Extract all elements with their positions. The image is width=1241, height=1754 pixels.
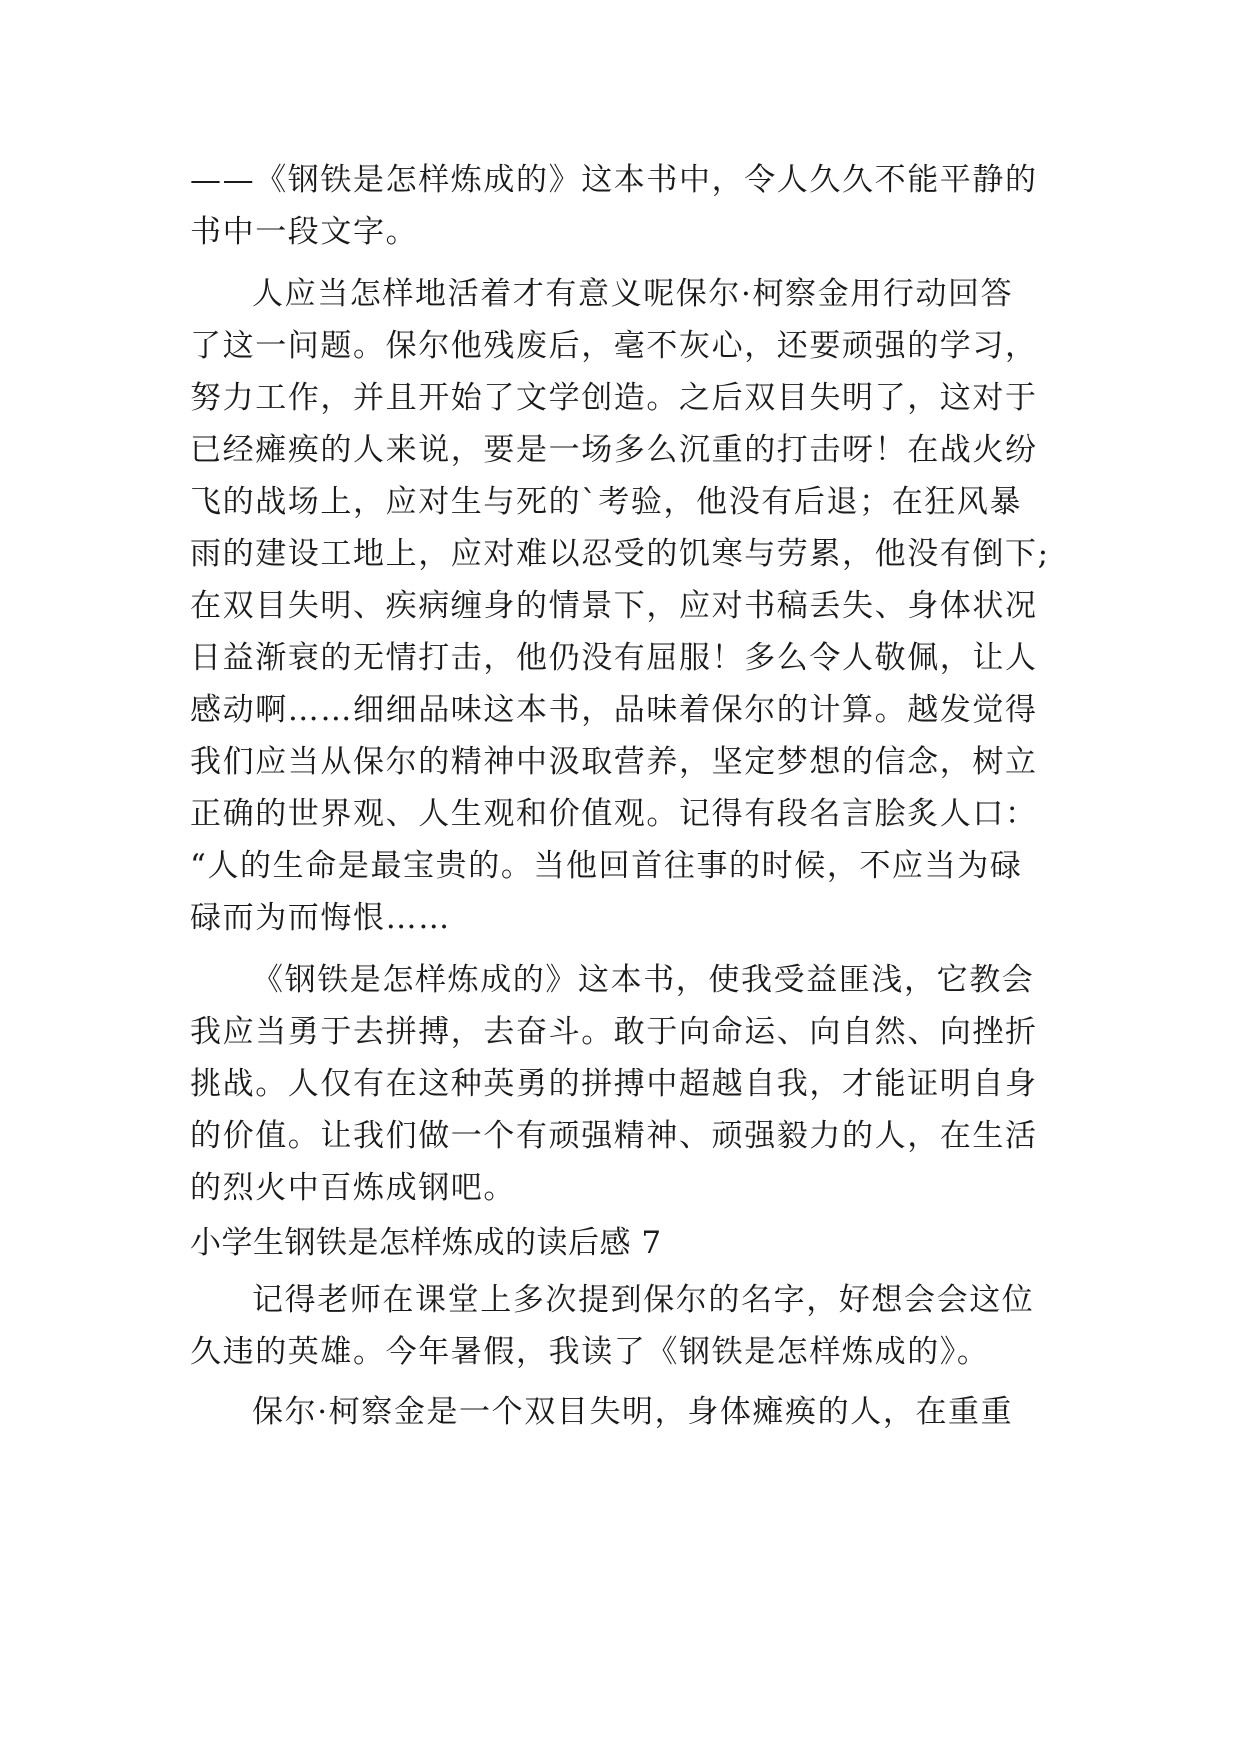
text-line: 正确的世界观、人生观和价值观。记得有段名言脍炙人口： [190,796,1038,832]
text-line: 了这一问题。保尔他残废后，毫不灰心，还要顽强的学习， [190,328,1038,364]
text-line: 的价值。让我们做一个有顽强精神、顽强毅力的人，在生活 [190,1118,1038,1154]
paragraph-first-line: 《钢铁是怎样炼成的》这本书，使我受益匪浅，它教会 [252,962,1035,998]
text-line: 碌而为而悔恨…… [190,900,451,936]
text-line: 飞的战场上，应对生与死的`考验，他没有后退；在狂风暴 [190,484,1023,520]
paragraph-first-line: 记得老师在课堂上多次提到保尔的名字，好想会会这位 [252,1282,1035,1318]
paragraph-first-line: 人应当怎样地活着才有意义呢保尔·柯察金用行动回答 [252,276,1014,312]
text-line: 已经瘫痪的人来说，要是一场多么沉重的打击呀！在战火纷 [190,432,1038,468]
text-line: 雨的建设工地上，应对难以忍受的饥寒与劳累，他没有倒下; [190,536,1050,572]
text-line: “人的生命是最宝贵的。当他回首往事的时候，不应当为碌 [190,848,1023,884]
text-line: 久违的英雄。今年暑假，我读了《钢铁是怎样炼成的》。 [190,1334,990,1370]
text-line: 书中一段文字。 [190,214,419,250]
text-line: 我应当勇于去拼搏，去奋斗。敢于向命运、向自然、向挫折 [190,1014,1038,1050]
text-line: 的烈火中百炼成钢吧。 [190,1170,516,1206]
text-line: 感动啊……细细品味这本书，品味着保尔的计算。越发觉得 [190,692,1038,728]
text-line: 在双目失明、疾病缠身的情景下，应对书稿丢失、身体状况 [190,588,1038,624]
text-line: ——《钢铁是怎样炼成的》这本书中，令人久久不能平静的 [190,162,1038,198]
text-line: 日益渐衰的无情打击，他仍没有屈服！多么令人敬佩，让人 [190,640,1038,676]
text-line: 挑战。人仅有在这种英勇的拼搏中超越自我，才能证明自身 [190,1066,1038,1102]
text-line: 努力工作，并且开始了文学创造。之后双目失明了，这对于 [190,380,1038,416]
section-heading: 小学生钢铁是怎样炼成的读后感 7 [190,1225,662,1261]
paragraph-first-line: 保尔·柯察金是一个双目失明，身体瘫痪的人，在重重 [252,1394,1014,1430]
text-line: 我们应当从保尔的精神中汲取营养，坚定梦想的信念，树立 [190,744,1038,780]
